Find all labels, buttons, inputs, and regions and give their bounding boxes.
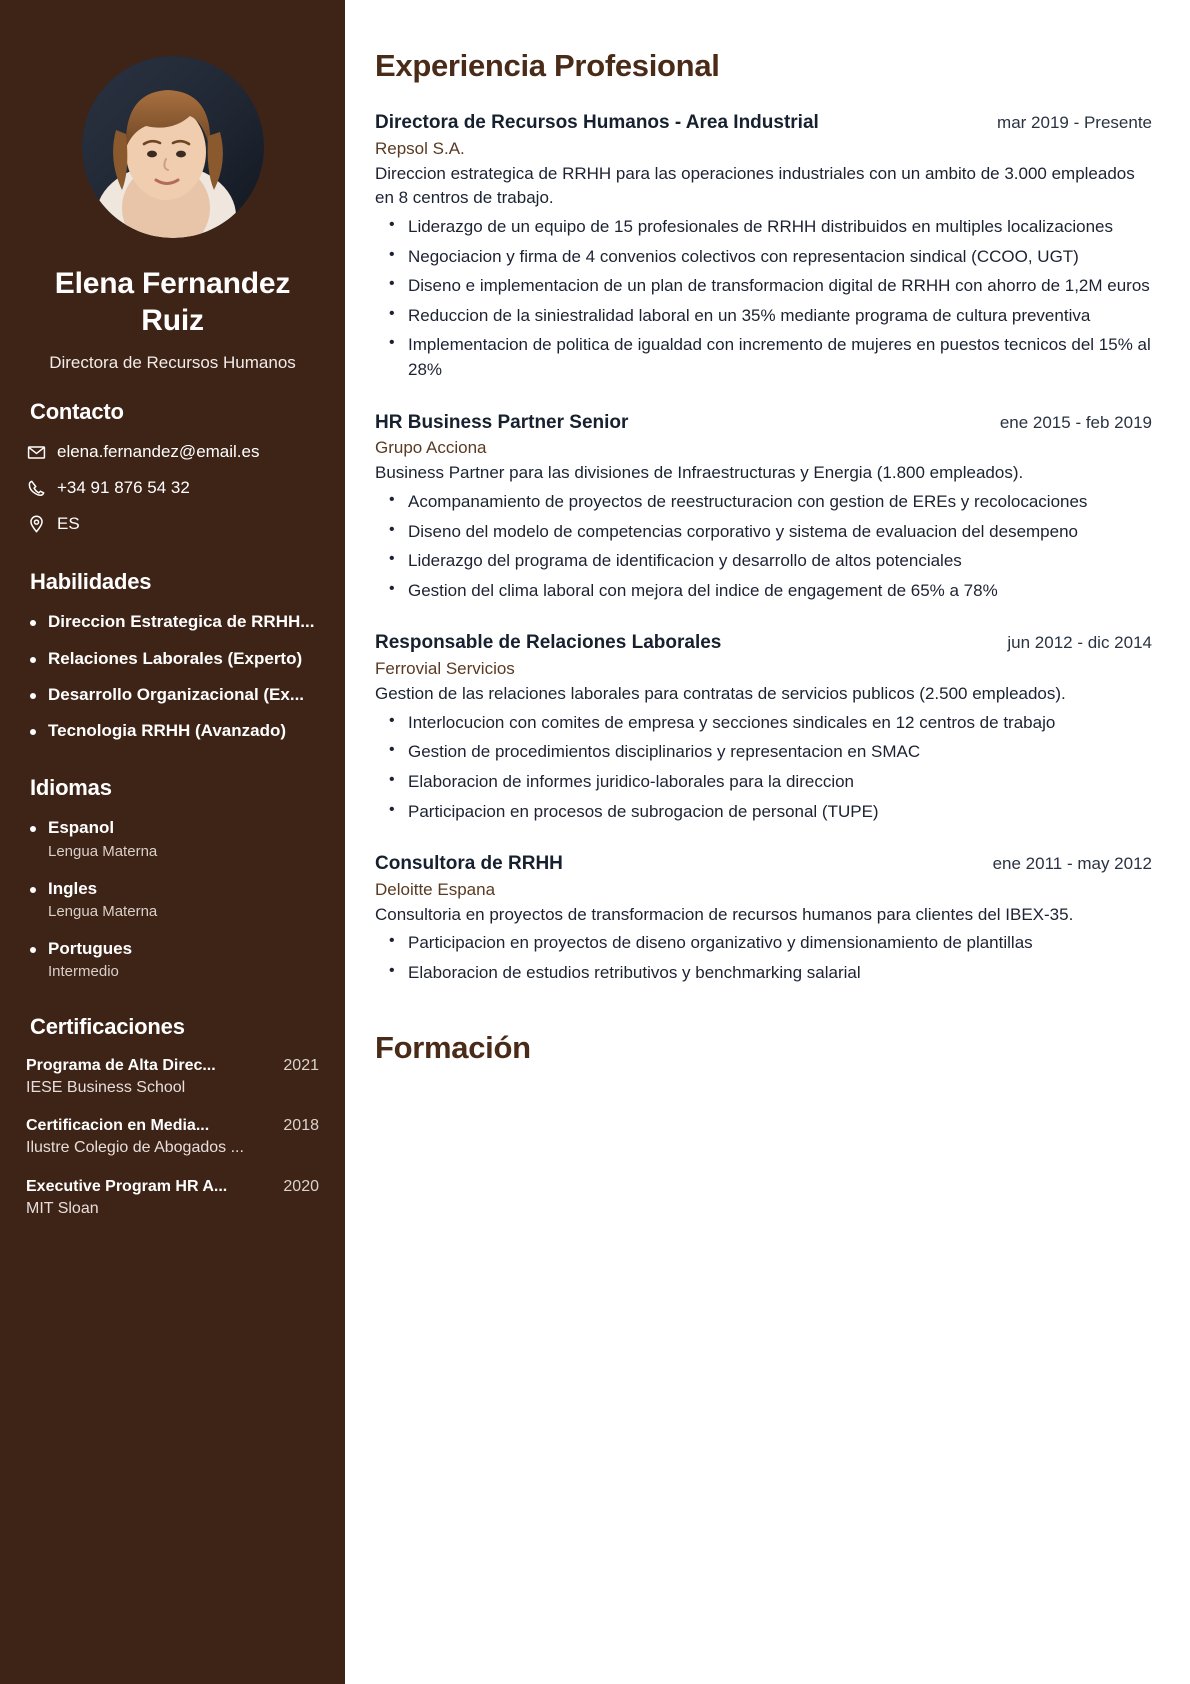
job-role: HR Business Partner Senior xyxy=(375,411,629,433)
main-content xyxy=(345,0,1190,1684)
job-company: Ferrovial Servicios xyxy=(375,659,515,679)
job-bullet: • Diseno e implementacion de un plan de transformacion digital de RRHH con ahorro de 1,2M euros xyxy=(375,274,1152,299)
contact-heading: Contacto xyxy=(30,399,124,425)
job-bullet: • Reduccion de la siniestralidad laboral en un 35% mediante programa de cultura preventiva xyxy=(375,304,1152,329)
education-section-title: Formación xyxy=(375,1029,531,1065)
job-dates: jun 2012 - dic 2014 xyxy=(1007,633,1152,653)
language-item xyxy=(26,938,319,980)
certification-name: Executive Program HR A... xyxy=(26,1177,228,1195)
certification-name: Certificacion en Media... xyxy=(26,1117,210,1135)
job-description: Business Partner para las divisiones de Infraestructuras y Energia (1.800 empleados). xyxy=(375,463,1024,483)
contact-location[interactable] xyxy=(26,513,319,535)
contact-email[interactable] xyxy=(26,441,319,463)
job-description: Consultoria en proyectos de transformacion de recursos humanos para clientes del IBEX-35. xyxy=(375,904,1074,924)
experience-section-title: Experiencia Profesional xyxy=(375,48,720,83)
job-company: Grupo Acciona xyxy=(375,438,487,458)
job-dates: mar 2019 - Presente xyxy=(997,113,1152,132)
contact-email-value: elena.fernandez@email.es xyxy=(57,442,260,462)
job-description: Direccion estrategica de RRHH para las operaciones industriales con un ambito de 3.000 empleados en 8 centros de trabajo. xyxy=(375,163,1135,208)
languages-list xyxy=(26,817,319,979)
contact-list xyxy=(26,441,319,535)
job-bullet: • Elaboracion de informes juridico-laborales para la direccion xyxy=(375,770,1152,795)
job-dates: ene 2015 - feb 2019 xyxy=(999,412,1152,432)
experience-entry xyxy=(375,630,1152,824)
phone-icon xyxy=(26,478,46,498)
certification-org: MIT Sloan xyxy=(26,1199,99,1217)
job-bullets xyxy=(375,215,1152,383)
language-item xyxy=(26,878,319,920)
certification-year: 2020 xyxy=(283,1177,319,1195)
certification-item xyxy=(26,1056,319,1099)
job-bullet: • Diseno del modelo de competencias corporativo y sistema de evaluacion del desempeno xyxy=(375,520,1152,545)
experience-entry-header xyxy=(375,630,1152,656)
sidebar xyxy=(0,0,345,1684)
certification-year: 2021 xyxy=(283,1056,319,1074)
job-bullet: • Participacion en proyectos de diseno organizativo y dimensionamiento de plantillas xyxy=(375,931,1152,956)
certification-header xyxy=(26,1056,319,1077)
contact-location-value: ES xyxy=(57,514,80,534)
experience-entry-header xyxy=(375,110,1152,136)
job-bullet: • Negociacion y firma de 4 convenios colectivos con representacion sindical (CCOO, UGT) xyxy=(375,245,1152,270)
job-bullet: • Liderazgo del programa de identificacion y desarrollo de altos potenciales xyxy=(375,549,1152,574)
job-bullet: • Participacion en procesos de subrogacion de personal (TUPE) xyxy=(375,800,1152,825)
contact-phone[interactable] xyxy=(26,477,319,499)
language-level: Intermedio xyxy=(48,962,119,980)
envelope-icon xyxy=(26,442,46,462)
certification-item xyxy=(26,1177,319,1220)
job-bullet: • Acompanamiento de proyectos de reestructuracion con gestion de EREs y recolocaciones xyxy=(375,490,1152,515)
certification-header xyxy=(26,1177,319,1198)
languages-heading: Idiomas xyxy=(30,775,112,801)
language-level: Lengua Materna xyxy=(48,842,158,860)
contact-phone-value: +34 91 876 54 32 xyxy=(57,478,190,498)
full-name: Elena Fernandez Ruiz xyxy=(54,267,291,337)
experience-entry-header xyxy=(375,851,1152,877)
skill-item: Direccion Estrategica de RRHH... xyxy=(26,611,319,632)
job-company: Deloitte Espana xyxy=(375,879,496,899)
certifications-heading: Certificaciones xyxy=(30,1013,185,1039)
job-title: Directora de Recursos Humanos xyxy=(49,353,296,373)
job-role: Responsable de Relaciones Laborales xyxy=(375,632,722,654)
avatar-wrap xyxy=(26,56,319,238)
job-bullet: • Liderazgo de un equipo de 15 profesionales de RRHH distribuidos en multiples localizaciones xyxy=(375,215,1152,240)
location-pin-icon xyxy=(26,514,46,534)
language-name: Ingles xyxy=(26,878,319,900)
language-level: Lengua Materna xyxy=(48,902,158,920)
language-name: Espanol xyxy=(26,817,319,839)
job-bullet: • Implementacion de politica de igualdad con incremento de mujeres en puestos tecnicos del 15% al 28% xyxy=(375,333,1152,382)
skill-item: Tecnologia RRHH (Avanzado) xyxy=(26,720,319,741)
job-dates: ene 2011 - may 2012 xyxy=(992,854,1152,874)
job-description: Gestion de las relaciones laborales para contratas de servicios publicos (2.500 empleados). xyxy=(375,684,1066,704)
experience-entry-header xyxy=(375,410,1152,436)
job-bullets xyxy=(375,490,1152,604)
language-name: Portugues xyxy=(26,938,319,960)
certification-name: Programa de Alta Direc... xyxy=(26,1056,216,1074)
job-bullets xyxy=(375,931,1152,985)
job-bullet: • Elaboracion de estudios retributivos y benchmarking salarial xyxy=(375,961,1152,986)
experience-entry xyxy=(375,851,1152,986)
experience-entry xyxy=(375,410,1152,604)
certification-year: 2018 xyxy=(283,1117,319,1135)
avatar xyxy=(82,56,264,238)
job-role: Directora de Recursos Humanos - Area Industrial xyxy=(375,112,819,133)
skills-list xyxy=(26,611,319,741)
certification-org: IESE Business School xyxy=(26,1078,186,1096)
certification-header xyxy=(26,1116,319,1137)
certification-org: Ilustre Colegio de Abogados ... xyxy=(26,1139,244,1157)
job-company: Repsol S.A. xyxy=(375,138,465,158)
certification-item xyxy=(26,1116,319,1159)
skill-item: Desarrollo Organizacional (Ex... xyxy=(26,684,319,705)
job-bullet: • Gestion del clima laboral con mejora del indice de engagement de 65% a 78% xyxy=(375,579,1152,604)
skills-heading: Habilidades xyxy=(30,569,152,595)
experience-entry xyxy=(375,110,1152,383)
job-role: Consultora de RRHH xyxy=(375,853,563,875)
portrait-photo-icon xyxy=(82,56,264,238)
job-bullet: • Interlocucion con comites de empresa y secciones sindicales en 12 centros de trabajo xyxy=(375,711,1152,736)
skill-item: Relaciones Laborales (Experto) xyxy=(26,648,319,669)
job-bullets xyxy=(375,711,1152,825)
language-item xyxy=(26,817,319,859)
certifications-list xyxy=(26,1056,319,1220)
job-bullet: • Gestion de procedimientos disciplinarios y representacion en SMAC xyxy=(375,740,1152,765)
